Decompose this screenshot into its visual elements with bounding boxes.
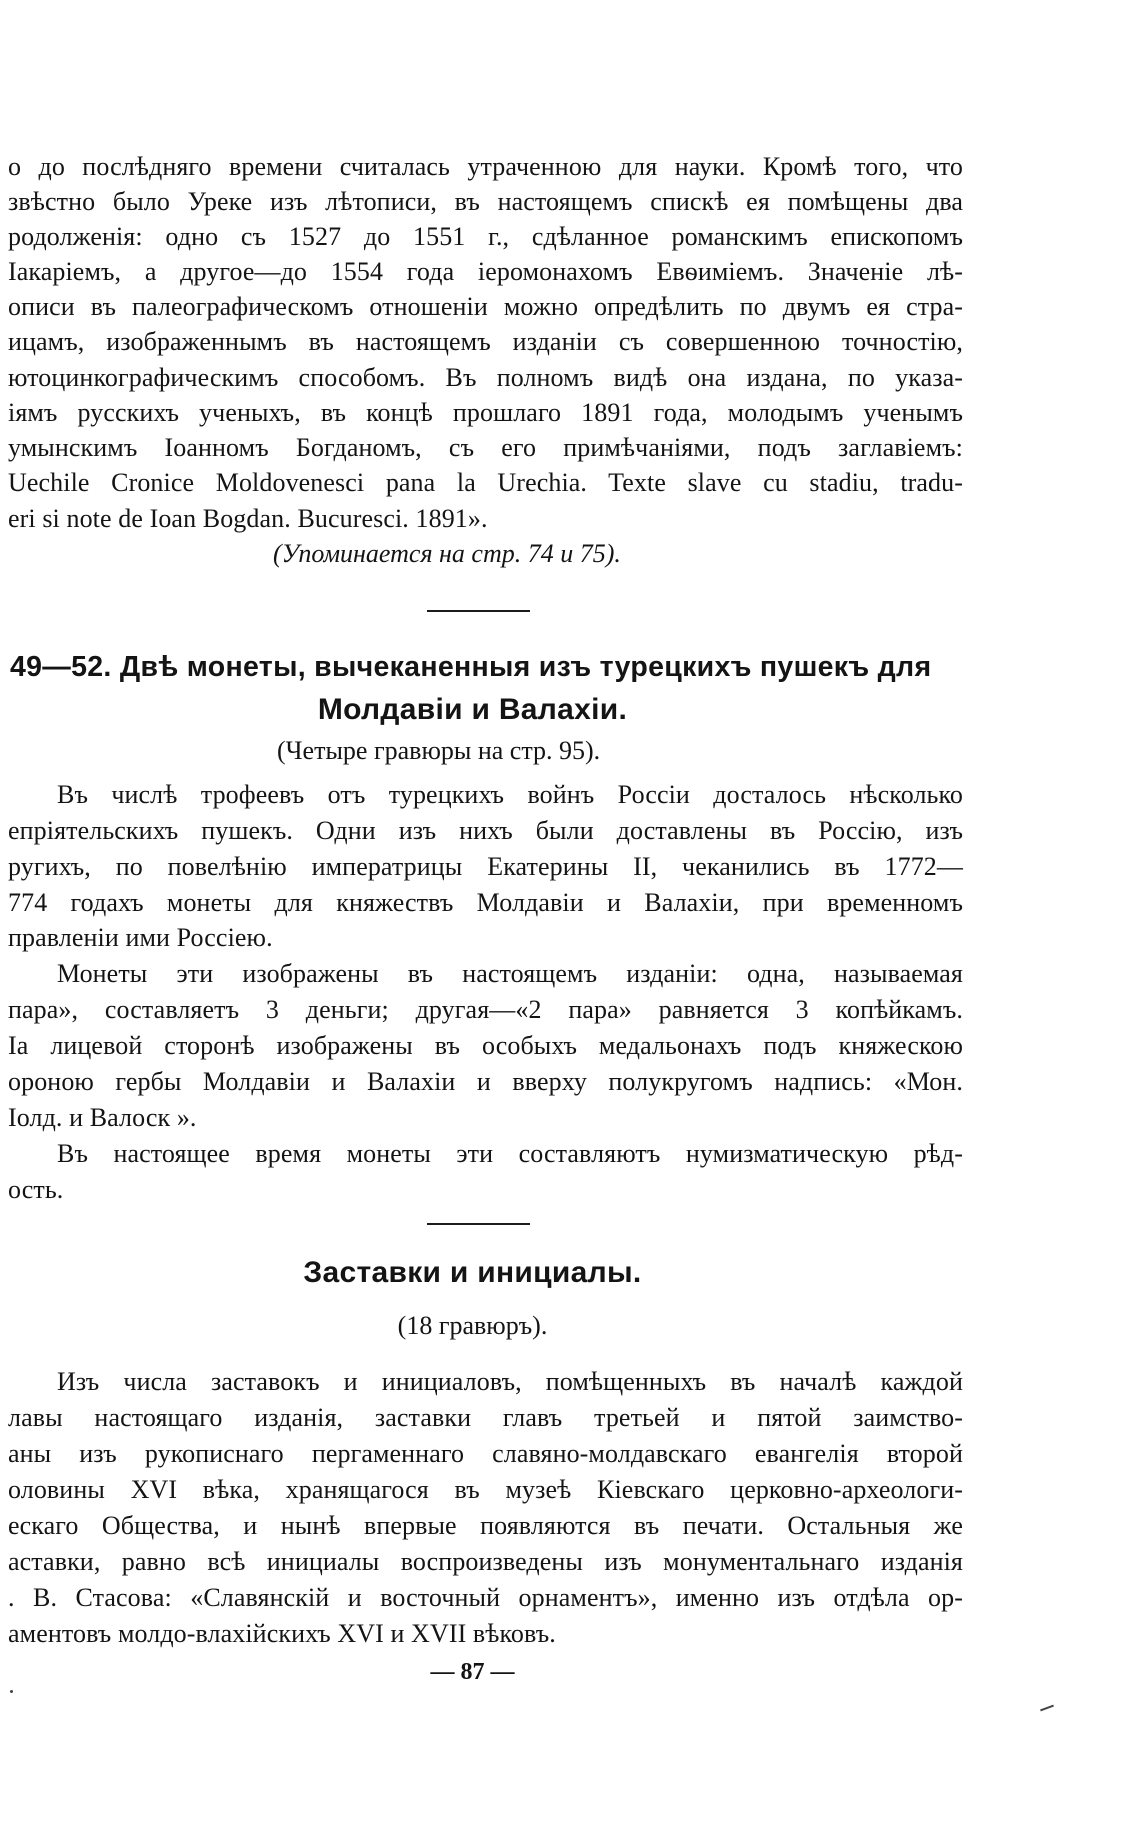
text-line: Uechile Cronice Moldovenesci pana la Urechia. Texte slave cu stadiu, tradu- [8, 468, 963, 497]
section-heading: Заставки и инициалы. [303, 1256, 642, 1289]
text-line: Iакаріемъ, а другое—до 1554 года іеромонахомъ Евѳиміемъ. Значеніе лѣ- [8, 257, 963, 286]
text-line: о до послѣдняго времени считалась утраченною для науки. Кромѣ того, что [8, 152, 963, 181]
text-line: аны изъ рукописнаго пергаменнаго славяно-молдавскаго евангелія второй [8, 1439, 963, 1468]
section-divider [427, 1223, 530, 1225]
text-line: еcкаго Общества, и нынѣ впервые появляются въ печати. Остальныя же [8, 1511, 963, 1540]
text-line: . В. Стасова: «Славянскій и восточный орнаментъ», именно изъ отдѣла ор- [8, 1583, 963, 1612]
text-line: оловины XVI вѣка, хранящагося въ музеѣ Кіевскаго церковно-археологи- [8, 1475, 963, 1504]
section-heading-cont: Молдавіи и Валахіи. [317, 693, 628, 726]
text-line: ороною гербы Молдавіи и Валахіи и вверху полукругомъ надпись: «Мон. [8, 1067, 963, 1096]
text-line: Іа лицевой сторонѣ изображены въ особыхъ медальонахъ подъ княжескою [8, 1031, 963, 1060]
text-line: Въ числѣ трофеевъ отъ турецкихъ войнъ Россіи досталось нѣсколько [57, 780, 963, 809]
text-line: ютоцинкографическимъ способомъ. Въ полномъ видѣ она издана, по указа- [8, 363, 963, 392]
scan-speck [10, 1690, 13, 1693]
text-line: eri si note de Ioan Bogdan. Bucuresci. 1891». [8, 504, 488, 533]
text-line: Монеты эти изображены въ настоящемъ изданіи: одна, называемая [57, 959, 963, 988]
citation: (Упоминается на стр. 74 и 75). [273, 539, 621, 568]
text-line: ость. [8, 1175, 64, 1204]
text-line: аставки, равно всѣ инициалы воспроизведены изъ монументальнаго изданія [8, 1547, 963, 1576]
section-subtitle: (18 гравюръ). [397, 1311, 548, 1340]
text-line: аментовъ молдо-влахійскихъ XVI и XVII вѣковъ. [8, 1619, 556, 1648]
text-line: 774 годахъ монеты для княжествъ Молдавіи и Валахіи, при временномъ [8, 888, 963, 917]
section-subtitle: (Четыре гравюры на стр. 95). [277, 736, 601, 765]
text-line: пара», составляетъ 3 деньги; другая—«2 пара» равняется 3 копѣйкамъ. [8, 995, 963, 1024]
scan-speck [1040, 1705, 1054, 1712]
text-line: ицамъ, изображеннымъ въ настоящемъ изданіи съ совершенною точностію, [8, 327, 963, 356]
text-line: лавы настоящаго изданія, заставки главъ третьей и пятой заимство- [8, 1403, 963, 1432]
text-line: Въ настоящее время монеты эти составляютъ нумизматическую рѣд- [57, 1139, 963, 1168]
text-line: іямъ русскихъ ученыхъ, въ концѣ прошлаго 1891 года, молодымъ ученымъ [8, 398, 963, 427]
text-line: родолженія: одно съ 1527 до 1551 г., сдѣланное романскимъ епископомъ [8, 222, 963, 251]
page-number: — 87 — [430, 1659, 515, 1685]
text-line: Іолд. и Валоск ». [8, 1103, 197, 1132]
text-line: правленіи ими Россіею. [8, 923, 273, 952]
text-line: умынскимъ Іоанномъ Богданомъ, съ его примѣчаніями, подъ заглавіемъ: [8, 433, 963, 462]
text-line: звѣстно было Уреке изъ лѣтописи, въ настоящемъ спискѣ ея помѣщены два [8, 187, 963, 216]
text-line: епріятельскихъ пушекъ. Одни изъ нихъ были доставлены въ Россію, изъ [8, 816, 963, 845]
text-line: Изъ числа заставокъ и инициаловъ, помѣщенныхъ въ началѣ каждой [57, 1367, 963, 1396]
section-heading: 49—52. Двѣ монеты, вычеканенныя изъ турецкихъ пушекъ для [10, 651, 932, 683]
text-line: ругихъ, по повелѣнію императрицы Екатерины II, чеканились въ 1772— [8, 852, 963, 881]
text-line: описи въ палеографическомъ отношеніи можно опредѣлить по двумъ ея стра- [8, 292, 963, 321]
section-divider [427, 610, 530, 612]
